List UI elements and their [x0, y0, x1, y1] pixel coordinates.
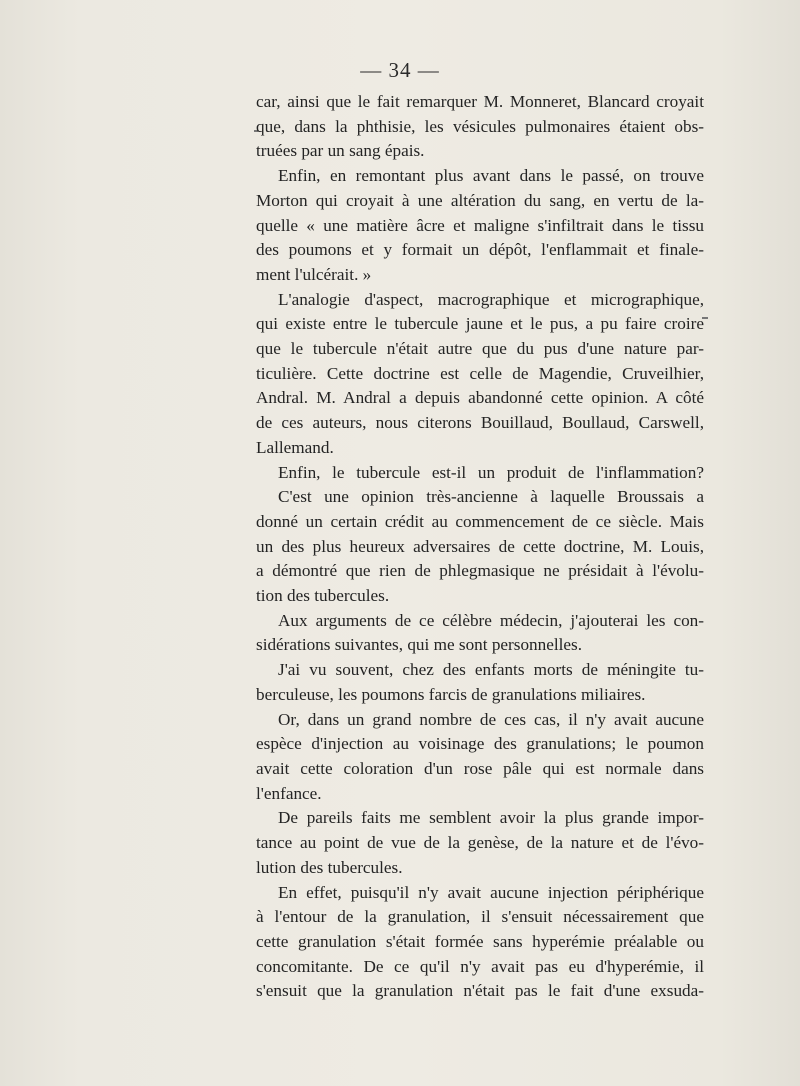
text-line: Morton qui croyait à une altération du sang, en vertu de la-	[256, 190, 704, 210]
text-line: qui existe entre le tubercule jaune et le pus, a pu faire croire	[256, 314, 704, 334]
text-line: tance au point de vue de la genèse, de la nature et de l'évo-	[256, 833, 704, 853]
text-line: donné un certain crédit au commencement de ce siècle. Mais	[256, 511, 704, 531]
text-line: En effet, puisqu'il n'y avait aucune injection périphérique	[278, 882, 704, 902]
text-line: L'analogie d'aspect, macrographique et micrographique,	[278, 289, 704, 309]
text-line: Lallemand.	[256, 437, 334, 457]
text-line: avait cette coloration d'un rose pâle qui est normale dans	[256, 758, 704, 778]
text-line: que, dans la phthisie, les vésicules pulmonaires étaient obs-	[256, 116, 704, 136]
text-line: sidérations suivantes, qui me sont personnelles.	[256, 635, 583, 655]
page-number: — 34 —	[360, 58, 440, 82]
text-line: lution des tubercules.	[256, 857, 403, 877]
page-body-text	[256, 90, 704, 1004]
text-line: quelle « une matière âcre et maligne s'infiltrait dans le tissu	[256, 215, 704, 235]
text-line: C'est une opinion très-ancienne à laquelle Broussais a	[278, 487, 704, 507]
text-line: Enfin, en remontant plus avant dans le passé, on trouve	[278, 166, 704, 186]
text-line: De pareils faits me semblent avoir la plus grande impor-	[278, 808, 704, 828]
text-line: de ces auteurs, nous citerons Bouillaud, Boullaud, Carswell,	[256, 413, 704, 433]
text-line: que le tubercule n'était autre que du pus d'une nature par-	[256, 339, 704, 359]
text-line: car, ainsi que le fait remarquer M. Monneret, Blancard croyait	[256, 92, 704, 111]
text-line: tion des tubercules.	[256, 586, 390, 606]
text-line: cette granulation s'était formée sans hyperémie préalable ou	[256, 931, 704, 951]
text-line: concomitante. De ce qu'il n'y avait pas eu d'hyperémie, il	[256, 956, 704, 976]
text-line: truées par un sang épais.	[256, 141, 425, 161]
text-line: un des plus heureux adversaires de cette doctrine, M. Louis,	[256, 536, 704, 556]
text-line: ticulière. Cette doctrine est celle de Magendie, Cruveilhier,	[256, 363, 704, 383]
text-line: J'ai vu souvent, chez des enfants morts de méningite tu-	[278, 660, 704, 680]
text-line: berculeuse, les poumons farcis de granulations miliaires.	[256, 684, 646, 704]
text-line: Aux arguments de ce célèbre médecin, j'ajouterai les con-	[278, 610, 704, 630]
text-line: à l'entour de la granulation, il s'ensuit nécessairement que	[256, 907, 704, 927]
text-line: l'enfance.	[256, 783, 322, 803]
text-line: Andral. M. Andral a depuis abandonné cette opinion. A côté	[256, 388, 704, 408]
text-line: espèce d'injection au voisinage des granulations; le poumon	[256, 734, 704, 754]
text-line: Enfin, le tubercule est-il un produit de l'inflammation?	[278, 462, 704, 482]
text-line: ment l'ulcérait. »	[256, 264, 372, 284]
text-line: s'ensuit que la granulation n'était pas le fait d'une exsuda-	[256, 981, 704, 1001]
text-line: Or, dans un grand nombre de ces cas, il n'y avait aucune	[278, 709, 704, 729]
text-line: des poumons et y formait un dépôt, l'enflammait et finale-	[256, 240, 704, 260]
text-line: a démontré que rien de phlegmasique ne présidait à l'évolu-	[256, 561, 704, 581]
